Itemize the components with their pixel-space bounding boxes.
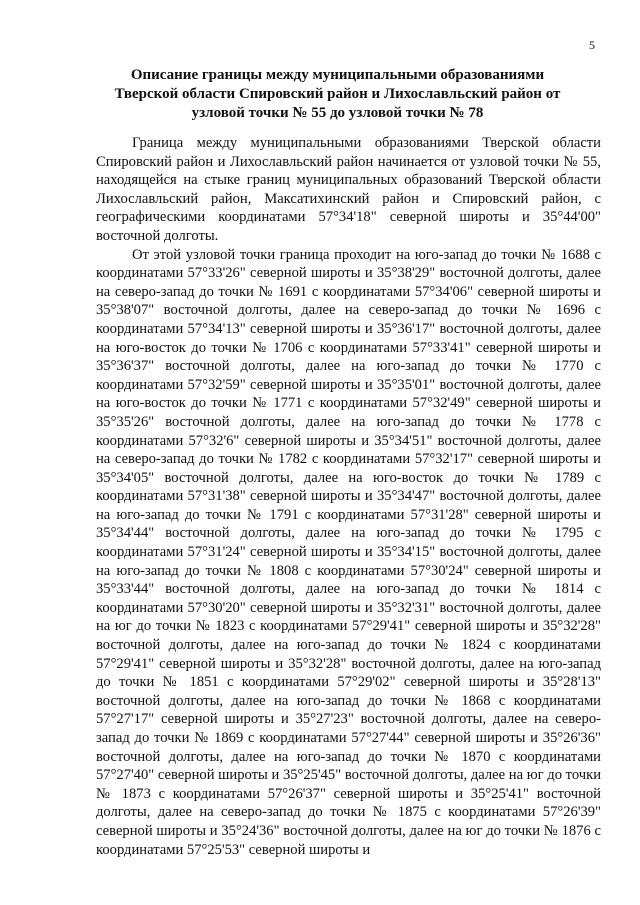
title-line-2: Тверской области Спировский район и Лихославльский район от — [114, 86, 561, 102]
title-line-1: Описание границы между муниципальными образованиями — [130, 67, 545, 83]
page-number: 5 — [589, 38, 595, 52]
paragraph-boundary-route: От этой узловой точки граница проходит на юго-запад до точки № 1688 с координатами 57°33'26" северной широты и 35°38'29" восточной долготы, далее на северо-запад до точки № 1691 с координатами 57°34'06" северной широты и 35°38'07" восточной долготы, далее на северо-запад до точки № 1696 с координатами 57°34'13" северной широты и 35°36'17" восточной долготы, далее на юго-восток до точки № 1706 с координатами 57°33'41" северной широты и 35°36'37" восточной долготы, далее на юго-запад до точки № 1770 с координатами 57°32'59" северной широты и 35°35'01" восточной долготы, далее на юго-восток до точки № 1771 с координатами 57°32'49" северной широты и 35°35'26" восточной долготы, далее на юго-запад до точки № 1778 с координатами 57°32'6" северной широты и 35°34'51" восточной долготы, далее на северо-запад до точки № 1782 с координатами 57°32'17" северной широты и 35°34'05" восточной долготы, далее на юго-восток до точки № 1789 с координатами 57°31'38" северной широты и 35°34'47" восточной долготы, далее на юго-запад до точки № 1791 с координатами 57°31'28" северной широты и 35°34'44" восточной долготы, далее на юго-запад до точки № 1795 с координатами 57°31'24" северной широты и 35°34'15" восточной долготы, далее на юго-запад до точки № 1808 с координатами 57°30'24" северной широты и 35°33'44" восточной долготы, далее на юго-запад до точки № 1814 с координатами 57°30'20" северной широты и 35°32'31" восточной долготы, далее на юг до точки № 1823 с координатами 57°29'41" северной широты и 35°32'28" восточной долготы, далее на юго-запад до точки № 1824 с координатами 57°29'41" северной широты и 35°32'28" восточной долготы, далее на юго-запад до точки № 1851 с координатами 57°29'02" северной широты и 35°28'13" восточной долготы, далее на юго-запад до точки № 1868 с координатами 57°27'17" северной широты и 35°27'23" восточной долготы, далее на северо-запад до точки № 1869 с координатами 57°27'44" северной широты и 35°26'36" восточной долготы, далее на юго-запад до точки № 1870 с координатами 57°27'40" северной широты и 35°25'45" восточной долготы, далее на юг до точки № 1873 с координатами 57°26'37" северной широты и 35°25'41" восточной долготы, далее на северо-запад до точки № 1875 с координатами 57°26'39" северной широты и 35°24'36" восточной долготы, далее на юг до точки № 1876 с координатами 57°25'53" северной широты и — [96, 246, 601, 858]
title-line-3: узловой точки № 55 до узловой точки № 78 — [191, 105, 484, 121]
document-body — [96, 134, 601, 859]
paragraph-intro: Граница между муниципальными образованиями Тверской области Спировский район и Лихославльский район начинается от узловой точки № 55, находящейся на стыке границ муниципальных образований Тверской области Лихославльский район, Максатихинский район и Спировский район, с географическими координатами 57°34'18" северной широты и 35°44'00" восточной долготы. — [96, 135, 601, 244]
document-title — [95, 66, 580, 123]
